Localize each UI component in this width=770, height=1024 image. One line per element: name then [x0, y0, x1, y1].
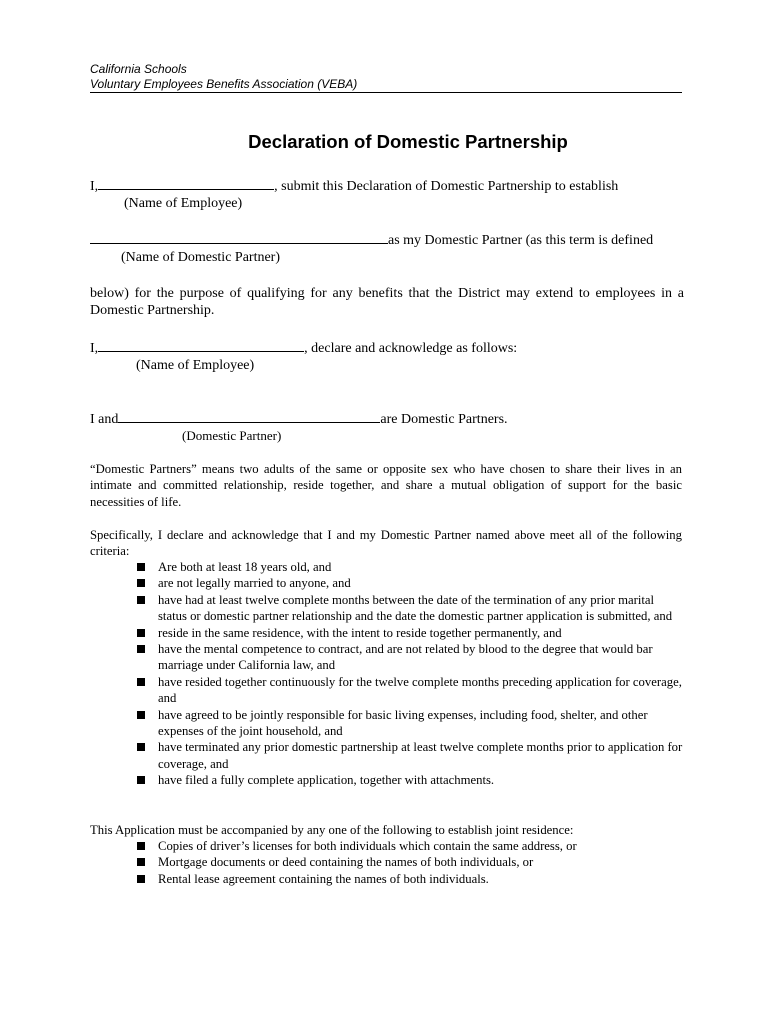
definition-paragraph: “Domestic Partners” means two adults of the same or opposite sex who have chosen to share their lives in an intimate and committed relationship, reside together, and share a mutual obligation of support for the basic necessities of life.	[90, 462, 682, 509]
criteria-item	[158, 739, 683, 772]
residence-item	[158, 838, 683, 854]
criteria-item	[158, 575, 683, 591]
employee-name-caption: (Name of Employee)	[124, 196, 243, 211]
bullet-square-icon	[137, 563, 145, 571]
declare-employee-blank[interactable]	[98, 339, 304, 352]
residence-list	[158, 838, 683, 887]
criteria-item	[158, 707, 683, 740]
criteria-item-text: have terminated any prior domestic partnership at least twelve complete months prior to application for coverage, and	[158, 740, 683, 771]
partners-prefix: I and	[90, 412, 119, 427]
residence-intro: This Application must be accompanied by any one of the following to establish joint residence:	[90, 823, 574, 837]
header-association-line: Voluntary Employees Benefits Association (VEBA)	[90, 77, 358, 91]
bullet-square-icon	[137, 858, 145, 866]
criteria-item-text: are not legally married to anyone, and	[158, 576, 351, 591]
residence-item-text: Mortgage documents or deed containing the names of both individuals, or	[158, 855, 534, 870]
bullet-square-icon	[137, 776, 145, 784]
declare-employee-caption: (Name of Employee)	[136, 358, 255, 373]
criteria-item	[158, 641, 683, 674]
criteria-item	[158, 674, 683, 707]
criteria-item-text: have the mental competence to contract, and are not related by blood to the degree that would bar marriage under California law, and	[158, 642, 653, 673]
criteria-item-text: reside in the same residence, with the intent to reside together permanently, and	[158, 625, 562, 640]
bullet-square-icon	[137, 645, 145, 653]
criteria-item-text: Are both at least 18 years old, and	[158, 560, 332, 574]
intro-continuation: below) for the purpose of qualifying for any benefits that the District may extend to employees in a Domestic Partnership.	[90, 286, 684, 318]
intro-line2-suffix: as my Domestic Partner (as this term is defined	[388, 233, 654, 248]
declare-prefix: I,	[90, 341, 99, 356]
bullet-square-icon	[137, 743, 145, 751]
partner-name-blank[interactable]	[90, 231, 388, 244]
intro-line-partner	[90, 231, 653, 249]
criteria-list	[158, 559, 683, 789]
partners-line	[90, 410, 508, 428]
header-divider	[90, 92, 682, 93]
intro-prefix: I,	[90, 179, 99, 194]
partner-name-caption: (Name of Domestic Partner)	[121, 250, 280, 265]
page-title: Declaration of Domestic Partnership	[248, 131, 568, 152]
criteria-item	[158, 592, 683, 625]
intro-line1-suffix: , submit this Declaration of Domestic Partnership to establish	[274, 179, 619, 194]
criteria-item-text: have resided together continuously for the twelve complete months preceding application for coverage, and	[158, 674, 682, 706]
declare-suffix: , declare and acknowledge as follows:	[304, 341, 518, 356]
bullet-square-icon	[137, 875, 145, 883]
criteria-item	[158, 772, 683, 788]
employee-name-blank[interactable]	[98, 177, 274, 190]
criteria-item	[158, 559, 683, 575]
bullet-square-icon	[137, 678, 145, 686]
intro-line-employee	[90, 177, 618, 195]
bullet-square-icon	[137, 711, 145, 719]
bullet-square-icon	[137, 596, 145, 604]
residence-item-text: Rental lease agreement containing the names of both individuals.	[158, 871, 489, 886]
bullet-square-icon	[137, 629, 145, 637]
criteria-item-text: have had at least twelve complete months between the date of the termination of any prior marital status or domestic partner relationship and the date the domestic partner application is submitted, and	[158, 592, 673, 624]
residence-item-text: Copies of driver’s licenses for both individuals which contain the same address, or	[158, 839, 577, 853]
partners-suffix: are Domestic Partners.	[380, 412, 508, 427]
criteria-item-text: have filed a fully complete application, together with attachments.	[158, 773, 495, 788]
bullet-square-icon	[137, 842, 145, 850]
header-org-line: California Schools	[90, 62, 187, 76]
residence-item	[158, 854, 683, 870]
domestic-partner-caption: (Domestic Partner)	[182, 428, 282, 443]
domestic-partner-blank[interactable]	[118, 410, 380, 423]
bullet-square-icon	[137, 579, 145, 587]
residence-item	[158, 871, 683, 887]
criteria-item-text: have agreed to be jointly responsible for basic living expenses, including food, shelter, and other expenses of the joint household, and	[158, 707, 648, 739]
criteria-item	[158, 625, 683, 641]
declare-line	[90, 339, 517, 357]
criteria-intro: Specifically, I declare and acknowledge that I and my Domestic Partner named above meet all of the following criteria:	[90, 528, 682, 559]
